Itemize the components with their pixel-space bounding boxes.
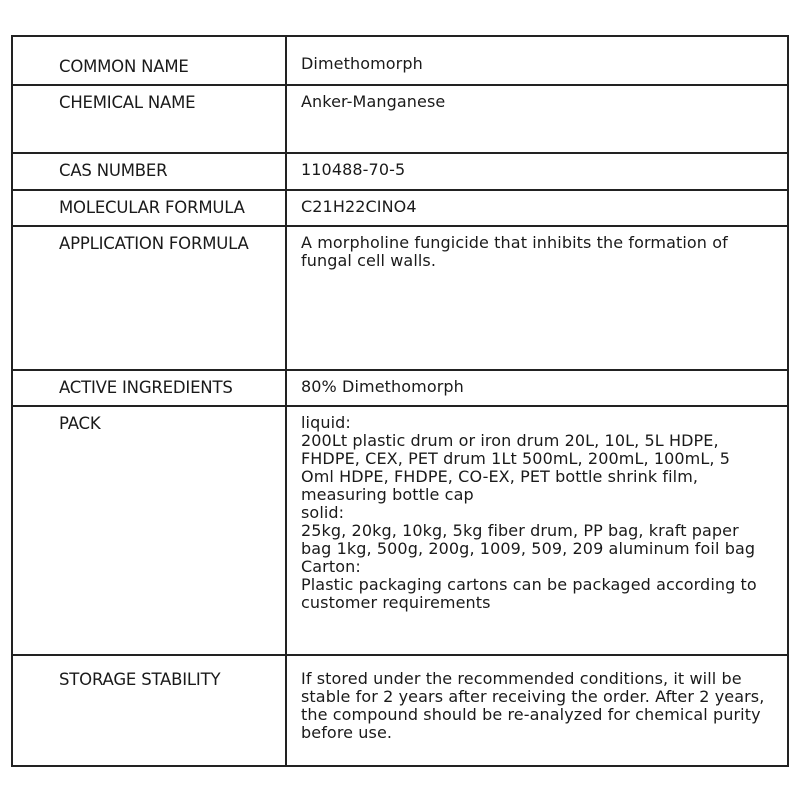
storage-stability-value: If stored under the recommended conditions, it will be stable for 2 years after receiving the order. After 2 years, the compound should be re-analyzed for chemical purity before use. [301, 669, 765, 743]
table-row-active-ingredients [12, 370, 788, 406]
pack-label: PACK [59, 414, 101, 434]
value-cell [286, 226, 788, 371]
common-name-value: Dimethomorph [301, 54, 423, 73]
active-ingredients-label: ACTIVE INGREDIENTS [59, 378, 233, 398]
table-row-chemical-name [12, 85, 788, 153]
table-row-cas-number [12, 153, 788, 189]
value-cell [286, 370, 788, 406]
cas-number-label: CAS NUMBER [59, 161, 168, 181]
label-cell [12, 153, 286, 189]
table-row-storage-stability [12, 655, 788, 766]
value-cell [286, 153, 788, 189]
table-row-application-formula [12, 226, 788, 371]
storage-stability-label: STORAGE STABILITY [59, 670, 221, 690]
pack-value: liquid: 200Lt plastic drum or iron drum 20L, 10L, 5L HDPE, FHDPE, CEX, PET drum 1Lt 500mL, 200mL, 100mL, 5 Oml HDPE, FHDPE, CO-EX, PET bottle shrink film, measuring bottle cap solid: 25kg, 20kg, 10kg, 5kg fiber drum, PP bag, kraft paper bag 1kg, 500g, 200g, 1009, 509, 209 aluminum foil bag Carton: Plastic packaging cartons can be packaged according to customer requirements [301, 413, 757, 613]
application-formula-value: A morpholine fungicide that inhibits the formation of fungal cell walls. [301, 232, 728, 270]
label-cell [12, 226, 286, 371]
chemical-name-label: CHEMICAL NAME [59, 93, 196, 113]
value-cell [286, 406, 788, 655]
application-formula-label: APPLICATION FORMULA [59, 233, 249, 253]
label-cell [12, 36, 286, 85]
label-cell [12, 190, 286, 226]
table-row-molecular-formula [12, 190, 788, 226]
value-cell [286, 85, 788, 153]
active-ingredients-value: 80% Dimethomorph [301, 377, 464, 397]
table-row-pack [12, 406, 788, 655]
value-cell [286, 190, 788, 226]
molecular-formula-value: C21H22CINO4 [301, 196, 417, 216]
chemical-name-value: Anker-Manganese [301, 92, 446, 112]
cas-number-value: 110488-70-5 [301, 160, 406, 180]
value-cell [286, 36, 788, 85]
product-spec-table [11, 35, 789, 767]
label-cell [12, 655, 286, 766]
label-cell [12, 370, 286, 406]
common-name-label: COMMON NAME [59, 57, 189, 76]
value-cell [286, 655, 788, 766]
label-cell [12, 406, 286, 655]
molecular-formula-label: MOLECULAR FORMULA [59, 197, 245, 217]
label-cell [12, 85, 286, 153]
table-row-common-name [12, 36, 788, 85]
